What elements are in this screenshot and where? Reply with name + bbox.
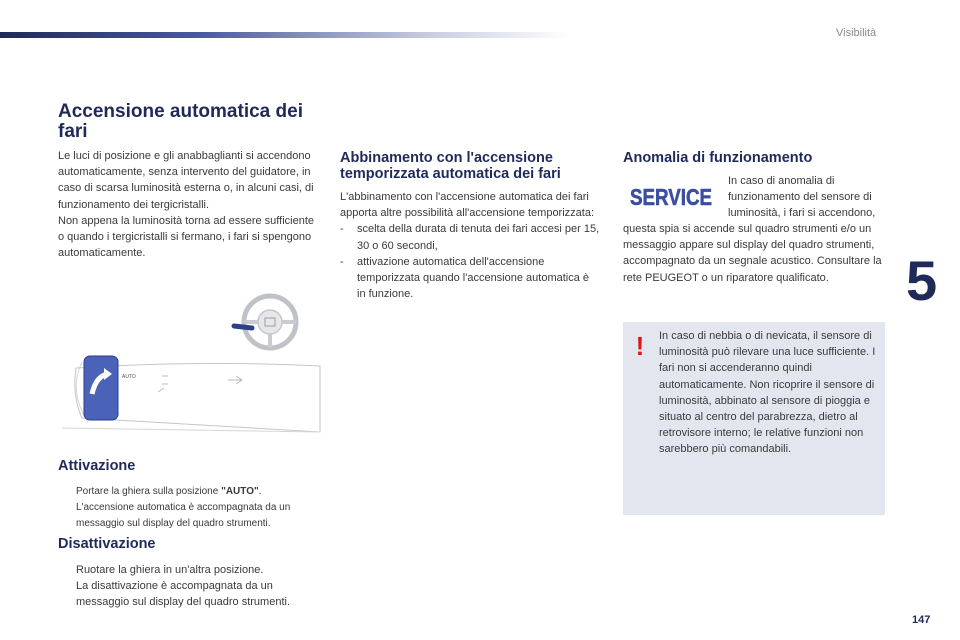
list-item-text: scelta della durata di tenuta dei fari accesi per 15, 30 o 60 secondi,	[357, 223, 600, 252]
steering-wheel-icon	[244, 296, 296, 348]
deactivation-note: La disattivazione è accompagnata da un messaggio sul display del quadro strumenti.	[76, 580, 291, 609]
follow-me-home-intro: L'abbinamento con l'accensione automatica dei fari apporta altre possibilità all'accensione temporizzata:	[340, 191, 595, 220]
lighting-stalk-icon	[62, 356, 320, 432]
auto-label: AUTO	[122, 374, 136, 380]
list-item-text: attivazione automatica dell'accensione temporizzata quando l'accensione automatica è in funzione.	[357, 255, 590, 301]
checkbox-bullet-icon	[58, 562, 76, 611]
page-number: 147	[912, 614, 931, 626]
header-gradient-bar	[0, 32, 570, 38]
malfunction-text: questa spia si accende sul quadro strumenti e/o un messaggio appare sul display del quadro strumenti, accompagnato da un segnale acustico. Consultare la rete PEUGEOT o un riparatore qualificato.	[623, 223, 882, 284]
malfunction-text-right: In caso di anomalia di funzionamento del sensore di luminosità, i fari si accendono,	[728, 175, 876, 220]
activation-title: Attivazione	[58, 458, 136, 474]
main-title: Accensione automatica dei fari	[58, 101, 303, 142]
warning-mark: !	[635, 331, 645, 361]
warning-exclamation-icon	[633, 331, 647, 359]
list-item	[340, 221, 600, 253]
deactivation-text: Ruotare la ghiera in un'altra posizione.	[76, 564, 264, 576]
service-label: SERVICE	[630, 184, 712, 210]
intro-paragraph-2: Non appena la luminosità torna ad essere sufficiente o quando i tergicristalli si fermano, i fari si spengono automaticamente.	[58, 214, 315, 260]
stalk-indicator	[234, 326, 252, 328]
section-title: Visibilità	[836, 27, 877, 39]
activation-step	[58, 484, 320, 532]
warning-text: In caso di nebbia o di nevicata, il sensore di luminosità può rilevare una luce sufficiente. I fari non si accenderanno quindi automaticamente. Non ricoprire il sensore di luminosità, abbinato al sensore di pioggia e situato al centro del parabrezza, dietro al retrovisore interno; le relative funzioni non sarebbero più comandabili.	[659, 330, 876, 456]
deactivation-section	[58, 536, 320, 611]
malfunction-section	[623, 150, 885, 166]
activation-text: Portare la ghiera sulla posizione	[76, 486, 222, 497]
follow-me-home-title: Abbinamento con l'accensione temporizzata automatica dei fari	[340, 150, 561, 182]
service-warning-icon	[627, 178, 715, 212]
malfunction-title: Anomalia di funzionamento	[623, 150, 813, 166]
activation-text-end: .	[258, 486, 262, 497]
intro-paragraph: Le luci di posizione e gli anabbaglianti si accendono automaticamente, senza intervento del guidatore, in caso di scarsa luminosità esterna o, in alcuni casi, di funzionamento dei tergicristalli.	[58, 150, 314, 211]
light-switch-illustration	[58, 296, 320, 436]
activation-note: L'accensione automatica è accompagnata da un messaggio sul display del quadro strumenti.	[76, 502, 291, 529]
checkbox-bullet-icon	[58, 484, 76, 532]
chapter-number: 5	[906, 249, 938, 312]
auto-setting: "AUTO"	[221, 486, 259, 497]
list-dash: -	[340, 255, 344, 268]
follow-me-home-section	[340, 150, 600, 302]
intro-block	[58, 148, 320, 261]
list-item	[340, 254, 600, 303]
deactivation-title: Disattivazione	[58, 536, 156, 552]
activation-section	[58, 458, 320, 532]
list-dash: -	[340, 223, 344, 236]
deactivation-step	[58, 562, 320, 611]
